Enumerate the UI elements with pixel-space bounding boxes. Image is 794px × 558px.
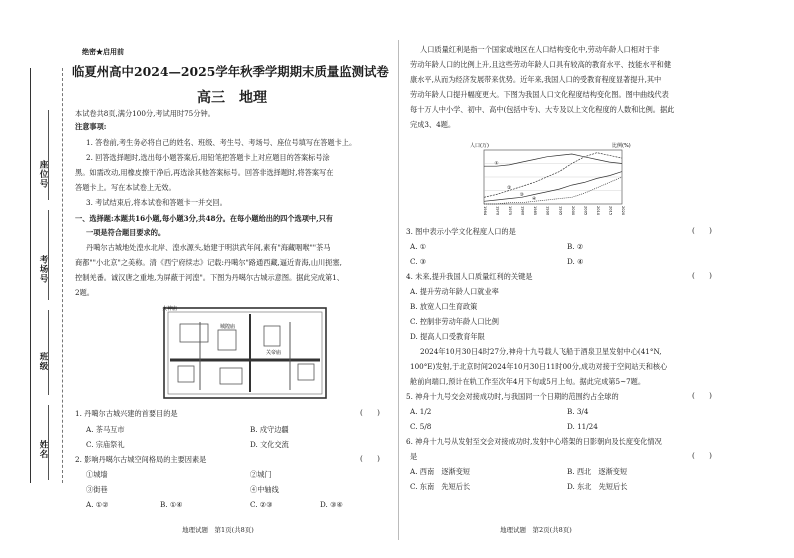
chart-ylabel-right: 比例(%) — [612, 143, 631, 149]
class-label: 班级 — [38, 352, 48, 371]
map-label: 城隍庙 — [220, 324, 236, 330]
note-line: 1. 答卷前,考生务必将自己的姓名、班级、考生号、考场号、座位号填写在答题卡上。 — [86, 138, 357, 147]
q2-option-b[interactable]: B. ①④ — [160, 500, 183, 509]
x-tick-label: 2000 — [570, 206, 575, 216]
q6-option-b[interactable]: B. 西北 逐渐变短 — [567, 467, 628, 476]
series-label: ③ — [519, 192, 524, 198]
answer-paren[interactable]: ( ) — [692, 451, 712, 460]
note-line: 3. 考试结束后,将本试卷和答题卡一并交回。 — [86, 198, 227, 207]
q2-item: ②城门 — [250, 470, 272, 479]
page-footer: 地理试题 第1页(共8页) — [182, 526, 254, 534]
q3-option-a[interactable]: A. ① — [410, 242, 427, 251]
q2-item: ④中轴线 — [250, 485, 279, 494]
blank-line-2 — [48, 210, 49, 300]
q5-option-d[interactable]: D. 11/24 — [567, 422, 598, 431]
blank-line-1 — [48, 110, 49, 200]
x-tick-label: 1970 — [495, 206, 500, 216]
blank-line-3 — [48, 310, 49, 395]
passage2-line: 100°E)发射,于北京时间2024年10月30日11时00分,成功对接于空间站天和核心 — [410, 362, 668, 371]
note-line: 答题卡上。写在本试卷上无效。 — [75, 183, 176, 192]
page-footer: 地理试题 第2页(共8页) — [500, 526, 572, 534]
exam-title: 临夏州高中2024—2025学年秋季学期期末质量监测试卷 — [72, 64, 389, 79]
subject-title: 高三 地理 — [197, 90, 267, 106]
question-6: 6. 神舟十九号从发射至交会对接成功时,发射中心塔架的日影朝向及长度变化情况 — [406, 437, 662, 446]
passage2-line: 2024年10月30日4时27分,神舟十九号载人飞船于酒泉卫星发射中心(41°N, — [420, 347, 662, 356]
x-tick-label: 2010 — [595, 206, 600, 216]
name-label: 姓名 — [38, 440, 48, 459]
question-5: 5. 神舟十九号交会对接成功时,与我国同一个日期的范围约占全球的 — [406, 392, 619, 401]
q5-option-b[interactable]: B. 3/4 — [567, 407, 589, 416]
q1-option-d[interactable]: D. 文化交流 — [250, 440, 289, 449]
exam-info: 本试卷共8页,满分100分,考试用时75分钟。 — [75, 109, 215, 118]
passage-line: 控制羌番。诚汉唐之重地,为屏蔽于河湟"。下图为丹噶尔古城示意图。据此完成第1、 — [75, 273, 344, 282]
passage-line: 完成3、4题。 — [410, 120, 456, 129]
q5-option-a[interactable]: A. 1/2 — [410, 407, 432, 416]
passage2-line: 舱前向端口,预计在轨工作至次年4月下旬或5月上旬。据此完成第5~7题。 — [410, 377, 646, 386]
q4-option-d[interactable]: D. 提高人口受教育年限 — [410, 332, 485, 341]
binding-margin — [30, 68, 31, 483]
notes-title: 注意事项: — [75, 122, 107, 131]
map-label: 关帝庙 — [266, 350, 282, 356]
passage-line: 劳动年龄人口提升幅度更大。下图为我国人口文化程度结构变化图。图中曲线代表 — [410, 90, 669, 99]
section-title: 一、选择题:本题共16小题,每小题3分,共48分。在每小题给出的四个选项中,只有 — [75, 214, 333, 223]
x-tick-label: 1980 — [520, 206, 525, 216]
education-structure-chart — [470, 138, 640, 218]
q2-option-a[interactable]: A. ①② — [86, 500, 109, 509]
map-label: 火神庙 — [162, 306, 178, 312]
q4-option-b[interactable]: B. 放宽人口生育政策 — [410, 302, 478, 311]
blank-line-4 — [48, 405, 49, 480]
x-tick-label: 2020 — [621, 206, 625, 216]
passage-line: 每十万人中小学、初中、高中(包括中专)、大专及以上文化程度的人数和比例。据此 — [410, 105, 675, 114]
x-tick-label: 2015 — [608, 206, 613, 216]
q1-option-a[interactable]: A. 茶马互市 — [86, 425, 125, 434]
q1-option-c[interactable]: C. 宗庙祭礼 — [86, 440, 125, 449]
answer-paren[interactable]: ( ) — [692, 391, 712, 400]
q2-option-c[interactable]: C. ②③ — [250, 500, 273, 509]
series-label: ④ — [532, 196, 537, 202]
x-tick-label: 1985 — [533, 206, 538, 216]
passage-line: 丹噶尔古城地处湟水北岸、湟水源头,始建于明洪武年间,素有"海藏咽喉""茶马 — [86, 243, 331, 252]
q4-option-c[interactable]: C. 控制非劳动年龄人口比例 — [410, 317, 499, 326]
question-3: 3. 图中表示小学文化程度人口的是 — [406, 227, 516, 236]
answer-paren[interactable]: ( ) — [360, 408, 380, 417]
q6-option-c[interactable]: C. 东南 先短后长 — [410, 482, 471, 491]
note-line: 2. 回答选择题时,选出每小题答案后,用铅笔把答题卡上对应题目的答案标号涂 — [86, 153, 330, 162]
series-line-3 — [484, 172, 622, 202]
answer-paren[interactable]: ( ) — [360, 454, 380, 463]
question-4: 4. 未来,提升我国人口质量红利的关键是 — [406, 272, 533, 281]
secret-mark: 绝密★启用前 — [82, 47, 124, 56]
q2-option-d[interactable]: D. ③④ — [320, 500, 343, 509]
q1-option-b[interactable]: B. 戍守边疆 — [250, 425, 289, 434]
seat-label: 座位号 — [38, 160, 48, 189]
q3-option-c[interactable]: C. ③ — [410, 257, 427, 266]
q2-item: ③街巷 — [86, 485, 108, 494]
q3-option-d[interactable]: D. ④ — [567, 257, 584, 266]
question-6-cont: 是 — [410, 452, 418, 461]
q2-item: ①城墙 — [86, 470, 108, 479]
binding-line — [62, 68, 63, 483]
page-divider — [398, 40, 399, 540]
passage-line: 人口质量红利是指一个国家或地区在人口结构变化中,劳动年龄人口相对于非 — [420, 45, 660, 54]
q6-option-d[interactable]: D. 东北 先短后长 — [567, 482, 628, 491]
ancient-town-map — [160, 302, 330, 402]
question-2: 2. 影响丹噶尔古城空间格局的主要因素是 — [75, 455, 207, 464]
q3-option-b[interactable]: B. ② — [567, 242, 584, 251]
q5-option-c[interactable]: C. 5/8 — [410, 422, 432, 431]
chart-ylabel-left: 人口(万) — [470, 143, 489, 149]
series-label: ① — [494, 161, 499, 167]
x-tick-label: 1990 — [545, 206, 550, 216]
series-label: ② — [507, 186, 512, 191]
x-tick-label: 1975 — [508, 206, 513, 216]
note-line: 黑。如需改动,用橡皮擦干净后,再选涂其他答案标号。回答非选择题时,将答案写在 — [75, 168, 334, 177]
section-title-cont: 一项是符合题目要求的。 — [86, 228, 166, 237]
answer-paren[interactable]: ( ) — [692, 271, 712, 280]
passage-line: 2题。 — [75, 288, 94, 297]
passage-line: 劳动年龄人口的比例上升,且这些劳动年龄人口具有较高的教育水平、技能水平和健 — [410, 60, 672, 69]
series-line-1 — [484, 154, 622, 166]
q4-option-a[interactable]: A. 提升劳动年龄人口就业率 — [410, 287, 499, 296]
question-1: 1. 丹噶尔古城兴建的首要目的是 — [75, 409, 178, 418]
x-tick-label: 2005 — [583, 206, 588, 216]
room-label: 考场号 — [38, 255, 48, 284]
x-tick-label: 1964 — [483, 206, 487, 216]
x-tick-label: 1995 — [558, 206, 563, 216]
q6-option-a[interactable]: A. 西南 逐渐变短 — [410, 467, 471, 476]
passage-line: 康水平,从而为经济发展带来优势。近年来,我国人口的受教育程度显著提升,其中 — [410, 75, 662, 84]
passage-line: 商都""小北京"之美称。清《西宁府续志》记载:丹噶尔"路通西藏,逼近青海,山川扼塞, — [75, 258, 342, 267]
answer-paren[interactable]: ( ) — [692, 226, 712, 235]
